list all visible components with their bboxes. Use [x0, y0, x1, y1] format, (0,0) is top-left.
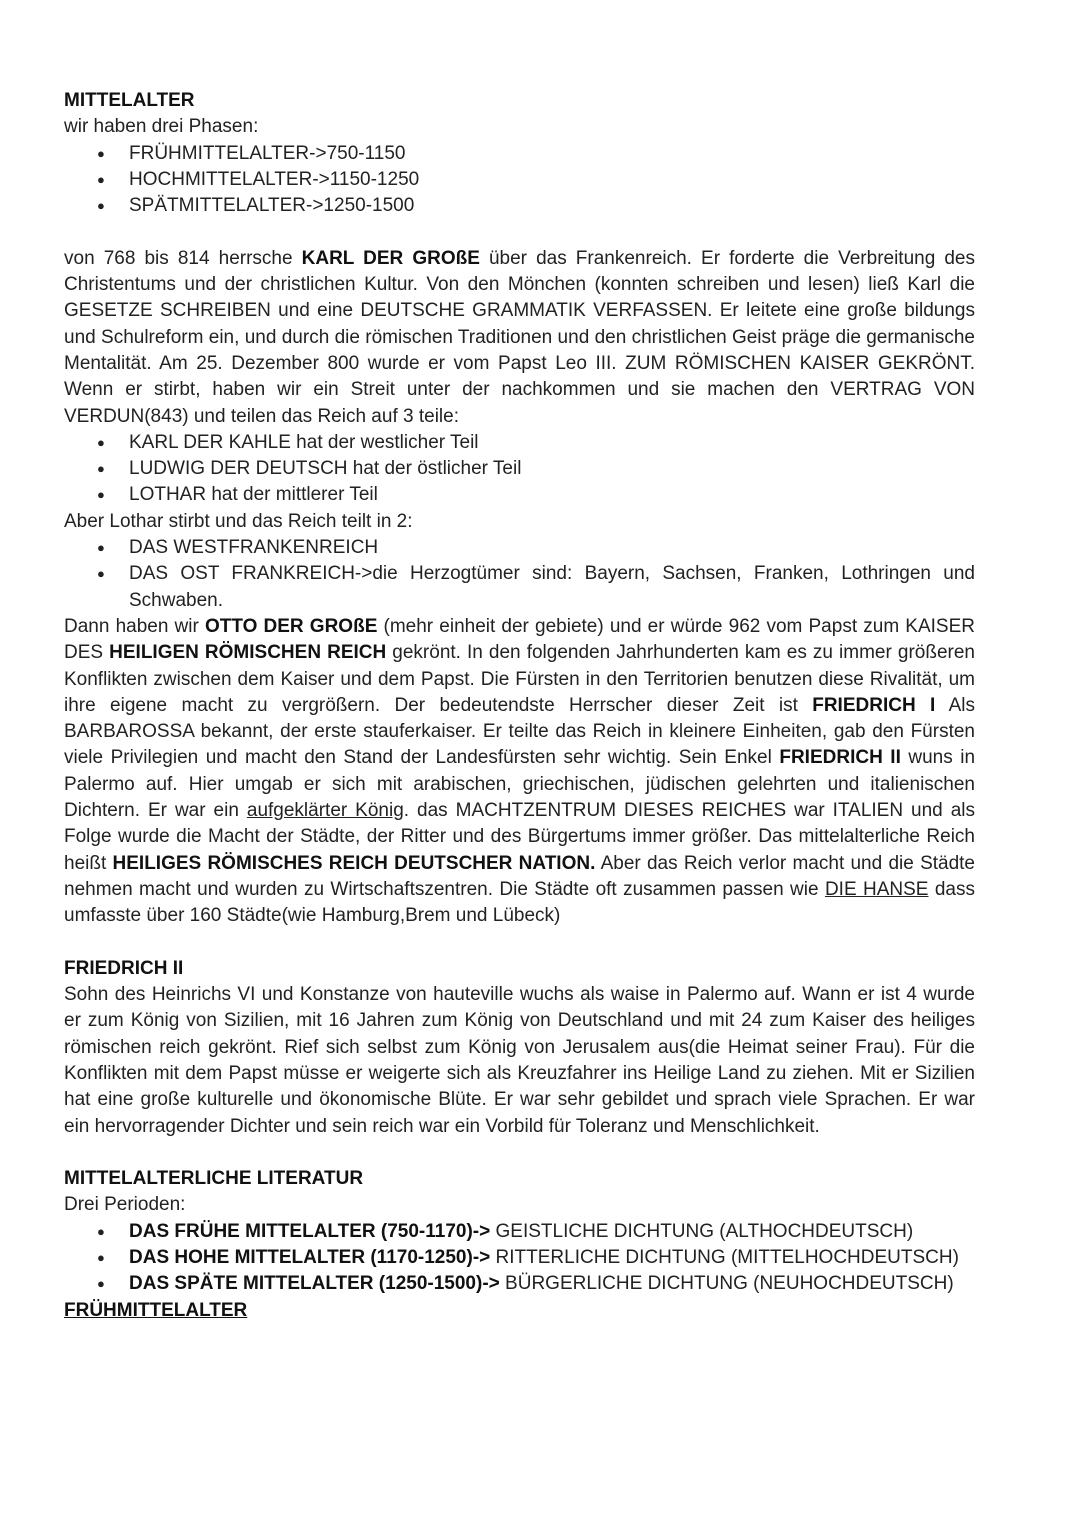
list-item: ● LUDWIG DER DEUTSCH hat der östlicher Teil: [129, 456, 975, 482]
list-item: ● LOTHAR hat der mittlerer Teil: [129, 482, 975, 508]
list-item: ● DAS HOHE MITTELALTER (1170-1250)-> RITTERLICHE DICHTUNG (MITTELHOCHDEUTSCH): [129, 1245, 975, 1271]
paragraph-friedrich: Sohn des Heinrichs VI und Konstanze von hauteville wuchs als waise in Palermo auf. Wann er ist 4 wurde er zum König von Sizilien, mit 16 Jahren zum König von Deutschland und mit 24 zum Kaiser des heiliges römischen reich gekrönt. Rief sich selbst zum König von Jerusalem aus(die Heimat seiner Frau). Für die Konflikten mit dem Papst müsse er weigerte sich als Kreuzfahrer ins Heilige Land zu ziehen. Mit er Sizilien hat eine große kulturelle und ökonomische Blüte. Er war sehr gebildet und sprach viele Sprachen. Er war ein hervorragender Dichter und sein reich war ein Vorbild für Toleranz und Menschlichkeit.: [64, 984, 975, 1137]
list-item: ● DAS WESTFRANKENREICH: [129, 535, 975, 561]
phases-list: [64, 141, 975, 220]
section-heading-fruehmittelalter: FRÜHMITTELALTER: [64, 1299, 248, 1321]
document-page: [64, 88, 975, 1324]
list-item: ● FRÜHMITTELALTER->750-1150: [129, 141, 975, 167]
section-heading-mittelalter: MITTELALTER: [64, 90, 195, 111]
list-item: ● SPÄTMITTELALTER->1250-1500: [129, 193, 975, 219]
lothar-sentence: Aber Lothar stirbt und das Reich teilt in 2:: [64, 510, 413, 532]
list-item: ● DAS OST FRANKREICH->die Herzogtümer sind: Bayern, Sachsen, Franken, Lothringen und Schwaben.: [129, 561, 975, 614]
list-item: ● HOCHMITTELALTER->1150-1250: [129, 167, 975, 193]
phases-intro: wir haben drei Phasen:: [64, 116, 259, 138]
list-item: ● DAS FRÜHE MITTELALTER (750-1170)-> GEISTLICHE DICHTUNG (ALTHOCHDEUTSCH): [129, 1219, 975, 1245]
division-three-list: [64, 430, 975, 509]
periods-intro: Drei Perioden:: [64, 1194, 186, 1216]
paragraph-otto: Dann haben wir OTTO DER GROßE (mehr einheit der gebiete) und er würde 962 vom Papst zum KAISER DES HEILIGEN RÖMISCHEN REICH gekrönt. In den folgenden Jahrhunderten kam es zu immer größeren Konflikten zwischen dem Kaiser und dem Papst. Die Fürsten in den Territorien benutzen diese Rivalität, um ihre eigene macht zu vergrößern. Der bedeutendste Herrscher dieser Zeit ist FRIEDRICH I Als BARBAROSSA bekannt, der erste stauferkaiser. Er teilte das Reich in kleinere Einheiten, gab den Fürsten viele Privilegien und macht den Stand der Landesfürsten sehr wichtig. Sein Enkel FRIEDRICH II wuns in Palermo auf. Hier umgab er sich mit arabischen, griechischen, jüdischen gelehrten und italienischen Dichtern. Er war ein aufgeklärter König. das MACHTZENTRUM DIESES REICHES war ITALIEN und als Folge wurde die Macht der Städte, der Ritter und des Bürgertums immer größer. Das mittelalterliche Reich heißt HEILIGES RÖMISCHES REICH DEUTSCHER NATION. Aber das Reich verlor macht und die Städte nehmen macht und wurden zu Wirtschaftszentren. Die Städte oft zusammen passen wie DIE HANSE dass umfasste über 160 Städte(wie Hamburg,Brem und Lübeck): [64, 615, 976, 927]
underlined-term: aufgeklärter König: [246, 800, 404, 822]
paragraph-karl: von 768 bis 814 herrsche KARL DER GROßE über das Frankenreich. Er forderte die Verbreitung des Christentums und der christlichen Kultur. Von den Mönchen (konnten schreiben und lesen) ließ Karl die GESETZE SCHREIBEN und eine DEUTSCHE GRAMMATIK VERFASSEN. Er leitete eine große bildungs und Schulreform ein, und durch die römischen Traditionen und den christlichen Geist präge die germanische Mentalität. Am 25. Dezember 800 wurde er vom Papst Leo III. ZUM RÖMISCHEN KAISER GEKRÖNT. Wenn er stirbt, haben wir ein Streit unter der nachkommen und sie machen den VERTRAG VON VERDUN(843) und teilen das Reich auf 3 teile:: [64, 247, 976, 427]
periods-list: [64, 1219, 975, 1298]
section-heading-friedrich: FRIEDRICH II: [64, 957, 184, 979]
list-item: ● KARL DER KAHLE hat der westlicher Teil: [129, 430, 975, 456]
list-item: ● DAS SPÄTE MITTELALTER (1250-1500)-> BÜRGERLICHE DICHTUNG (NEUHOCHDEUTSCH): [129, 1271, 975, 1297]
section-heading-literatur: MITTELALTERLICHE LITERATUR: [64, 1168, 364, 1190]
division-two-list: [64, 535, 975, 614]
underlined-term: DIE HANSE: [824, 878, 929, 900]
